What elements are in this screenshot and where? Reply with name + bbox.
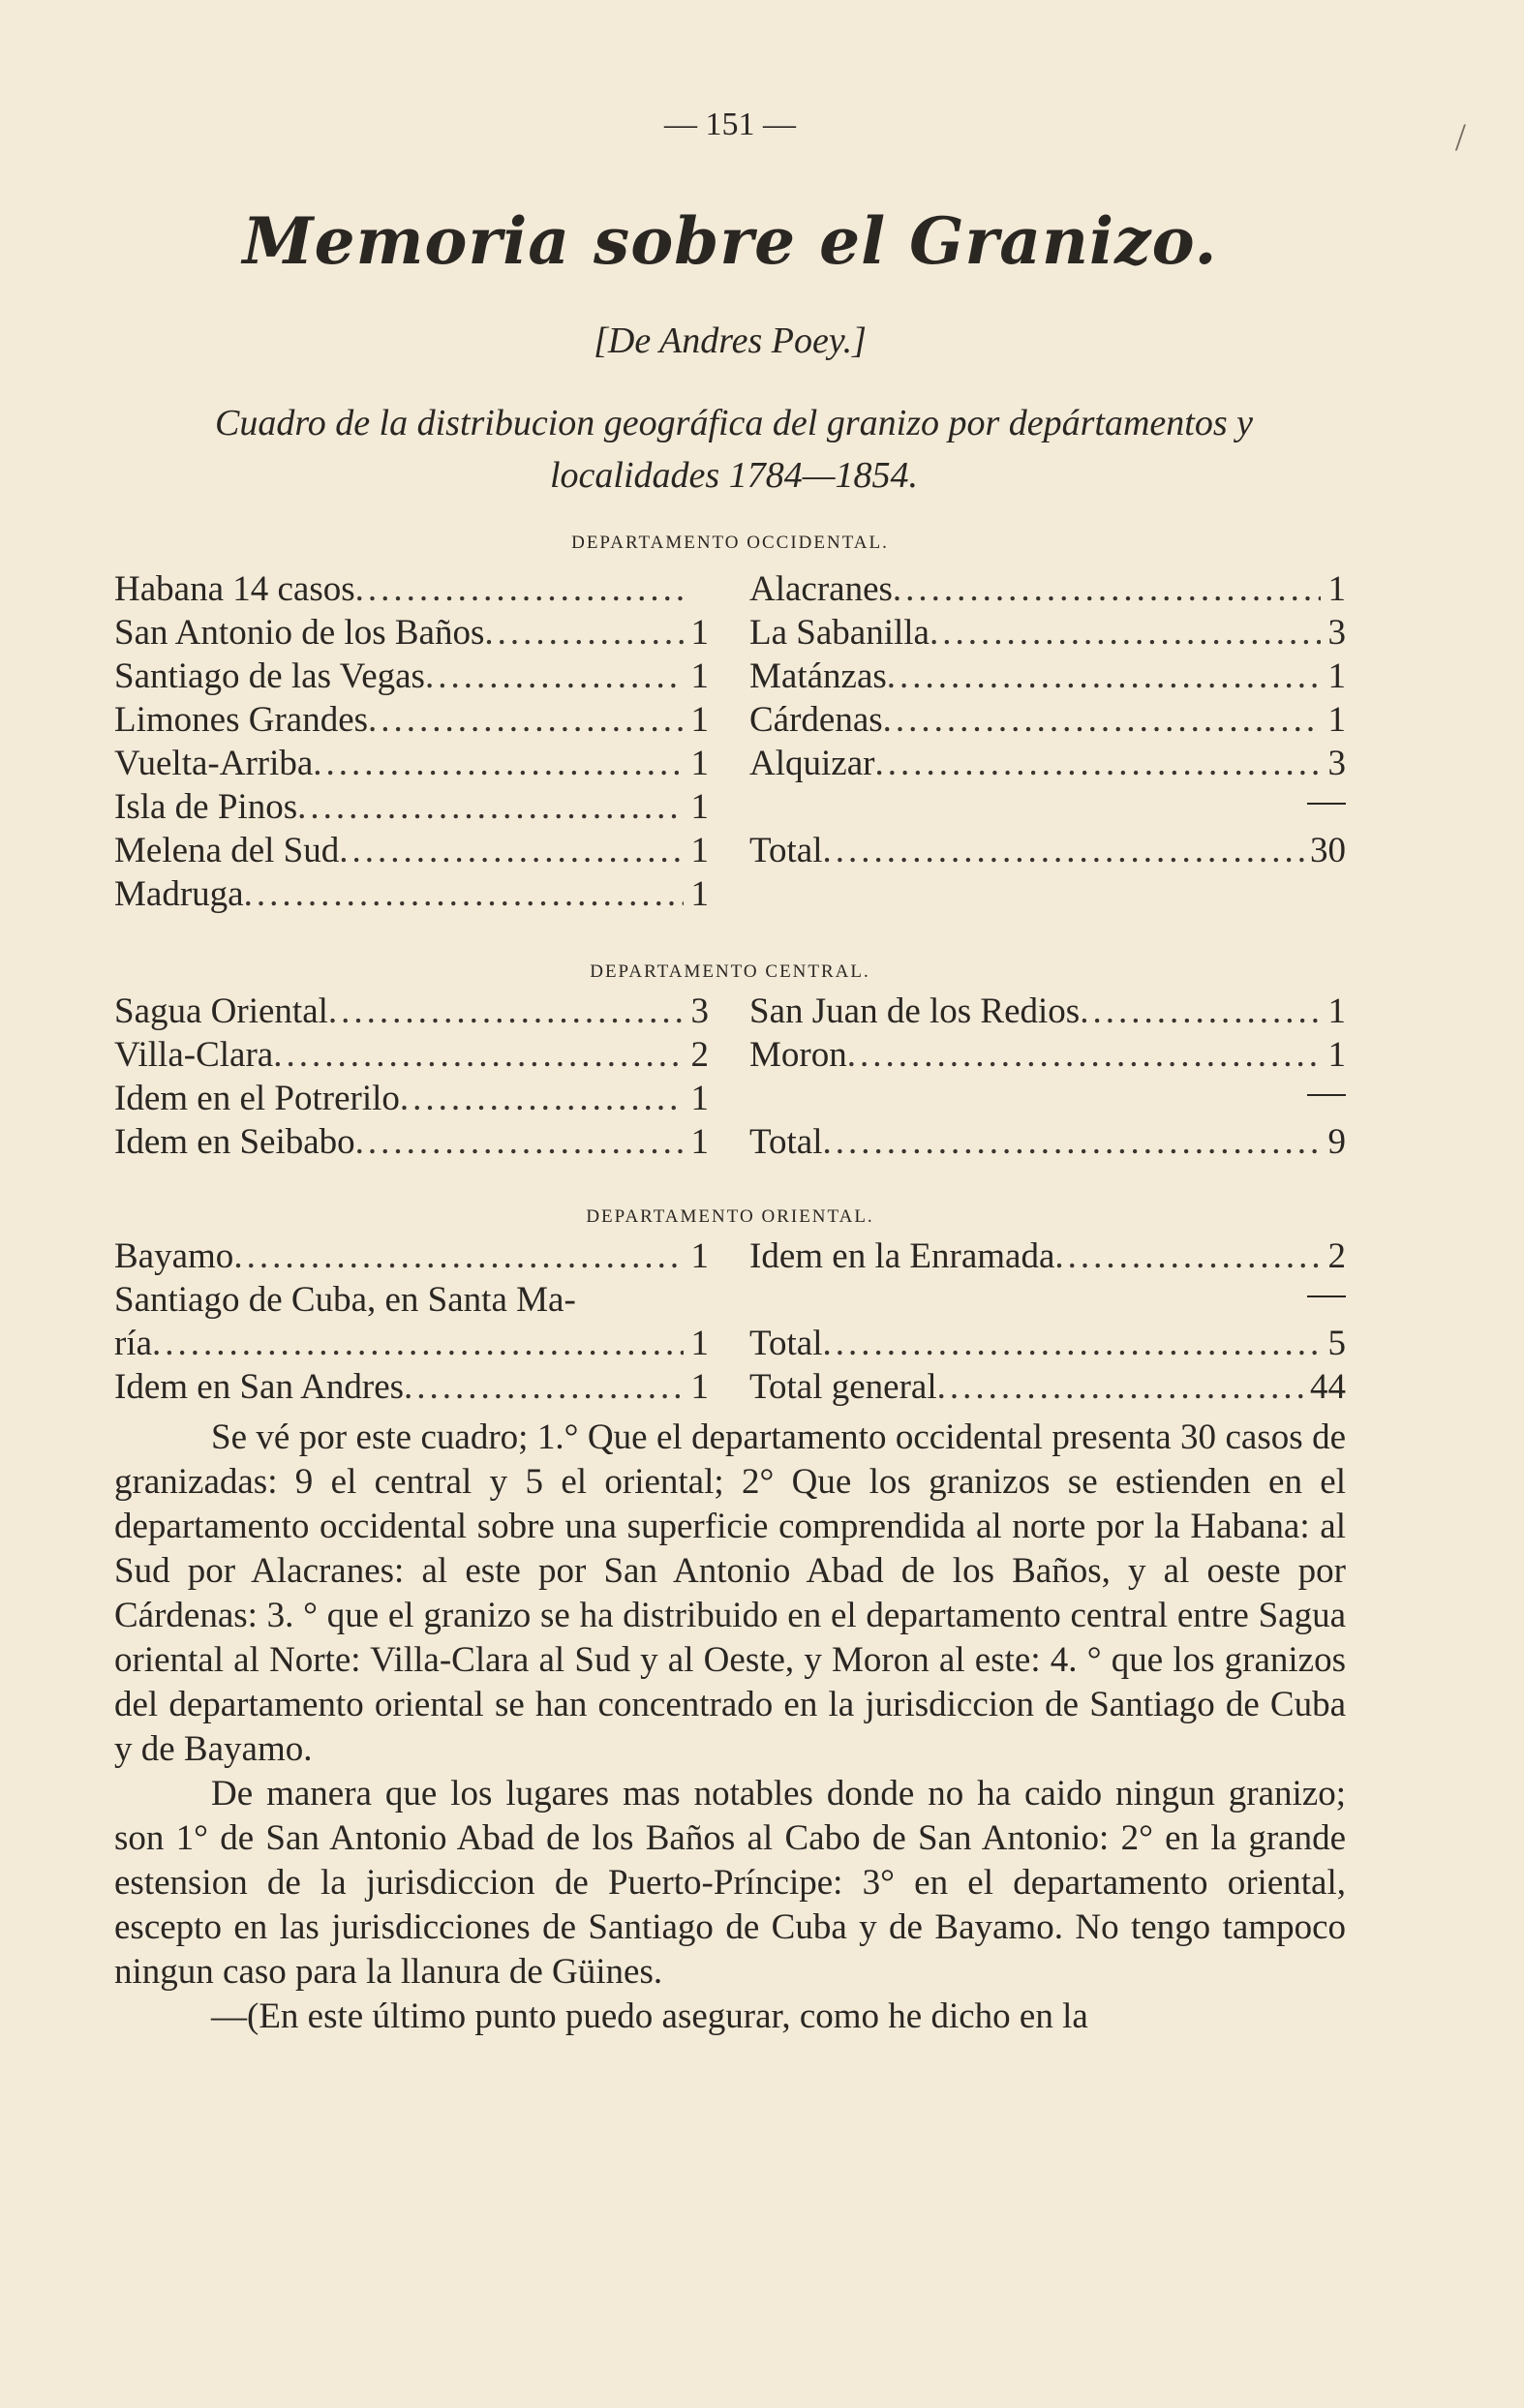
list-item: Idem en el Potrerilo ..... 1 [114,1077,709,1120]
list-item: Melena del Sud ..... 1 [114,829,709,872]
list-item: Madruga ..... 1 [114,872,709,916]
section-heading-oriental: DEPARTAMENTO ORIENTAL. [586,1206,874,1227]
list-item: Vuelta-Arriba ..... 1 [114,742,709,785]
table-caption: Cuadro de la distribucion geográfica del granizo por depártamentos y localidades 1784—1854. [214,403,1254,496]
total-row: Total ..... 30 [749,829,1346,872]
oriental-left-list [114,1234,709,1409]
list-item: Isla de Pinos ..... 1 [114,785,709,829]
list-item: Cárdenas ..... 1 [749,698,1346,742]
list-item: Habana 14 casos ..... [114,567,709,611]
body-text [114,1416,1346,2039]
list-item: Villa-Clara ..... 2 [114,1033,709,1077]
list-item: Idem en la Enramada ..... 2 [749,1234,1346,1278]
grand-total-row: Total general ..... 44 [749,1365,1346,1409]
list-item: Santiago de Cuba, en Santa Ma- [114,1280,576,1320]
list-item: San Juan de los Redios ..... 1 [749,990,1346,1033]
paragraph: Se vé por este cuadro; 1.° Que el departamento occidental presenta 30 casos de granizadas: 9 el central y 5 el oriental; 2° Que los granizos se estienden en el departamento occidental sobre una superficie comprendida al norte por la Habana: al Sud por Alacranes: al este por San Antonio Abad de los Baños, y al oeste por Cárdenas: 3. ° que el granizo se ha distribuido en el departamento central entre Sagua oriental al Norte: Villa-Clara al Sud y al Oeste, y Moron al este: 4. ° que los granizos del departamento oriental se han concentrado en la jurisdiccion de Santiago de Cuba y de Bayamo. [114,1417,1346,1769]
paragraph: —(En este último punto puedo asegurar, como he dicho en la [211,1997,1088,2036]
article-title: Memoria sobre el Granizo. [242,203,1218,279]
list-item: La Sabanilla ..... 3 [749,611,1346,655]
list-item: Idem en Seibabo ..... 1 [114,1120,709,1164]
total-rule [749,1077,1346,1120]
list-item: Alquizar ..... 3 [749,742,1346,785]
byline: [De Andres Poey.] [594,320,867,361]
central-left-list [114,990,709,1164]
occidental-left-list [114,567,709,916]
list-item: ría ..... 1 [114,1322,709,1365]
list-item: Alacranes ..... 1 [749,567,1346,611]
occidental-right-list [749,567,1346,872]
list-item: Idem en San Andres ..... 1 [114,1365,709,1409]
total-rule [749,785,1346,829]
list-item: Bayamo ..... 1 [114,1234,709,1278]
oriental-right-list [749,1234,1346,1409]
section-heading-occidental: DEPARTAMENTO OCCIDENTAL. [571,533,889,553]
section-heading-central: DEPARTAMENTO CENTRAL. [590,961,870,982]
list-item: Santiago de las Vegas ..... 1 [114,655,709,698]
list-item: San Antonio de los Baños ..... 1 [114,611,709,655]
total-rule [749,1278,1346,1322]
list-item: Moron ..... 1 [749,1033,1346,1077]
paragraph: De manera que los lugares mas notables donde no ha caido ningun granizo; son 1° de San Antonio Abad de los Baños al Cabo de San Antonio: 2° en la grande estension de la jurisdiccion de Puerto-Príncipe: 3° en el departamento oriental, escepto en las jurisdicciones de Santiago de Cuba y de Bayamo. No tengo tampoco ningun caso para la llanura de Güines. [114,1774,1346,1992]
page-number: — 151 — [664,107,796,142]
list-item: Limones Grandes ..... 1 [114,698,709,742]
central-right-list [749,990,1346,1164]
list-item: Sagua Oriental ..... 3 [114,990,709,1033]
total-row: Total ..... 5 [749,1322,1346,1365]
margin-mark: / [1454,115,1466,159]
total-row: Total ..... 9 [749,1120,1346,1164]
list-item: Matánzas ..... 1 [749,655,1346,698]
